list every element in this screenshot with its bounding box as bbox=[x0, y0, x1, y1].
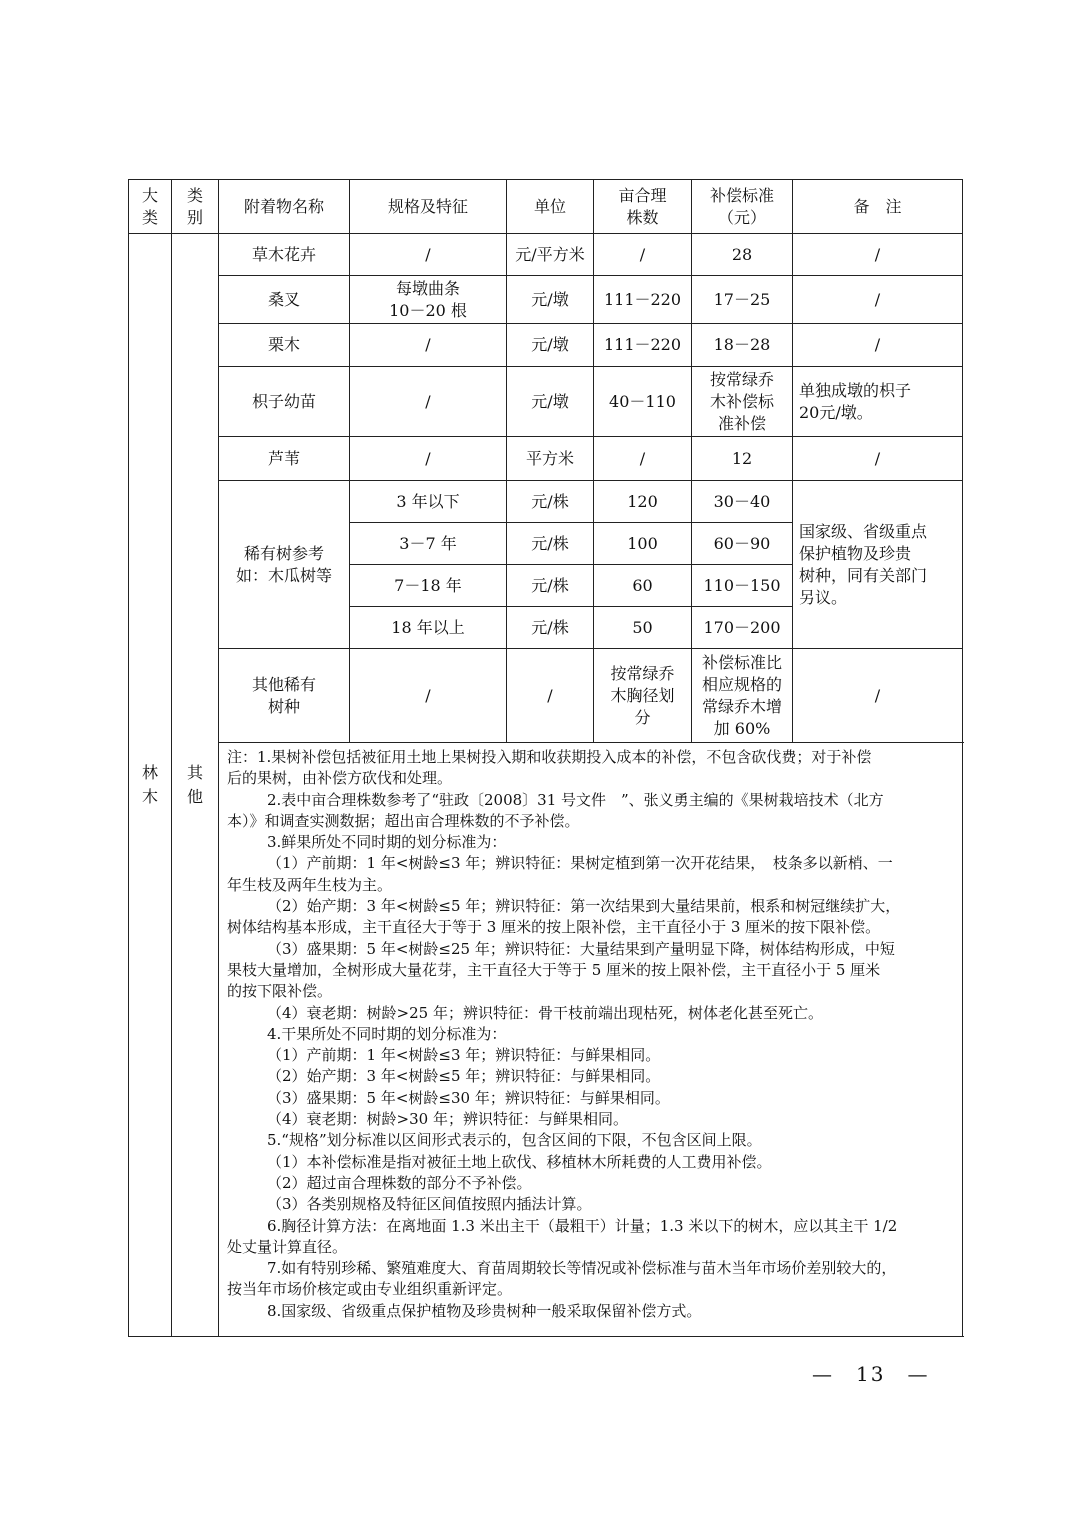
note-line: （4）衰老期：树龄>25 年；辨识特征：骨干枝前端出现枯死，树体老化甚至死亡。 bbox=[267, 1003, 823, 1022]
remark-cell-line: 20元/墩。 bbox=[799, 402, 873, 422]
table-body bbox=[129, 180, 963, 1337]
note-line: （3）盛果期：5 年<树龄≤30 年；辨识特征：与鲜果相同。 bbox=[267, 1088, 670, 1107]
density-cell-line: / bbox=[639, 244, 646, 264]
other-rare-density-cell-line: 分 bbox=[634, 707, 651, 727]
rare-spec-cell: 3－7 年 bbox=[350, 523, 507, 565]
header-remark: 备 注 bbox=[793, 180, 963, 234]
remark-cell bbox=[793, 324, 963, 367]
spec-cell-line: / bbox=[425, 448, 431, 468]
rare-spec-cell: 7－18 年 bbox=[350, 565, 507, 607]
compensation-table bbox=[128, 179, 963, 1337]
note-line: （1）本补偿标准是指对被征土地上砍伐、移植林木所耗费的人工费用补偿。 bbox=[267, 1152, 772, 1171]
unit-cell: 元/墩 bbox=[507, 276, 594, 324]
header-category2-line: 别 bbox=[186, 207, 203, 227]
category1-cell-line: 林 bbox=[141, 763, 158, 782]
unit-cell: 元/墩 bbox=[507, 367, 594, 437]
page-number: — 13 — bbox=[812, 1362, 930, 1386]
spec-cell-line: / bbox=[425, 335, 431, 354]
note-line: 7.如有特别珍稀、繁殖难度大、育苗周期较长等情况或补偿标准与苗木当年市场价差别较大的， bbox=[267, 1259, 897, 1278]
other-rare-name-cell-line: 树种 bbox=[267, 696, 300, 716]
category2-cell-line: 他 bbox=[186, 787, 203, 806]
remark-cell-line: / bbox=[874, 289, 881, 309]
note-line: （2）始产期：3 年<树龄≤5 年；辨识特征：与鲜果相同。 bbox=[267, 1067, 661, 1086]
standard-cell bbox=[692, 367, 793, 437]
spec-cell-line: / bbox=[425, 244, 431, 264]
remark-cell-line: / bbox=[874, 244, 881, 264]
name-cell bbox=[219, 324, 350, 367]
rare-standard-cell: 60－90 bbox=[692, 523, 793, 565]
header-category2 bbox=[172, 180, 219, 234]
header-spec: 规格及特征 bbox=[350, 180, 507, 234]
unit-cell: 元/平方米 bbox=[507, 234, 594, 276]
standard-cell-line: 按常绿乔 bbox=[709, 369, 774, 389]
name-cell bbox=[219, 367, 350, 437]
standard-cell-line: 木补偿标 bbox=[709, 391, 774, 411]
other-rare-name-cell-line: 其他稀有 bbox=[251, 674, 316, 694]
rare-standard-cell: 170－200 bbox=[692, 607, 793, 649]
note-line: 处丈量计算直径。 bbox=[227, 1237, 348, 1256]
note-line: （1）产前期：1 年<树龄≤3 年；辨识特征：果树定植到第一次开花结果， 枝条多以新梢、一 bbox=[267, 854, 893, 873]
other-rare-standard-cell-line: 加 60% bbox=[713, 718, 771, 738]
rare-remark-cell-line: 保护植物及珍贵 bbox=[799, 543, 912, 563]
table-row bbox=[129, 276, 963, 324]
other-rare-standard-cell bbox=[692, 649, 793, 743]
note-line: （3）各类别规格及特征区间值按照内插法计算。 bbox=[267, 1195, 592, 1214]
notes-cell bbox=[219, 743, 963, 1337]
remark-cell bbox=[793, 367, 963, 437]
remark-cell bbox=[793, 437, 963, 481]
spec-cell bbox=[350, 276, 507, 324]
name-cell-line: 桑叉 bbox=[267, 289, 300, 309]
spec-cell-line: 10－20 根 bbox=[389, 300, 467, 320]
header-density-line: 株数 bbox=[626, 207, 659, 227]
name-cell bbox=[219, 234, 350, 276]
header-standard bbox=[692, 180, 793, 234]
note-line: （2）始产期：3 年<树龄≤5 年；辨识特征：第一次结果到大量结果前，根系和树冠继续扩大， bbox=[267, 897, 901, 916]
header-unit: 单位 bbox=[507, 180, 594, 234]
rare-remark-cell-line: 树种，同有关部门 bbox=[799, 565, 928, 585]
header-density-line: 亩合理 bbox=[618, 185, 667, 205]
note-line: 本）》和调查实测数据；超出亩合理株数的不予补偿。 bbox=[227, 811, 580, 830]
note-line: 的按下限补偿。 bbox=[227, 982, 333, 1001]
note-line: 5.“规格”划分标准以区间形式表示的，包含区间的下限，不包含区间上限。 bbox=[267, 1131, 762, 1150]
spec-cell bbox=[350, 437, 507, 481]
category2-cell bbox=[172, 234, 219, 1337]
standard-cell-line: 18－28 bbox=[713, 335, 771, 354]
other-rare-standard-cell-line: 补偿标准比 bbox=[701, 652, 782, 672]
remark-cell bbox=[793, 276, 963, 324]
standard-cell bbox=[692, 234, 793, 276]
rare-unit-cell: 元/株 bbox=[507, 565, 594, 607]
spec-cell bbox=[350, 367, 507, 437]
spec-cell bbox=[350, 324, 507, 367]
rare-remark-cell-line: 另议。 bbox=[799, 587, 848, 607]
rare-name-cell-line: 如：木瓜树等 bbox=[235, 565, 332, 585]
other-rare-row bbox=[129, 649, 963, 743]
name-cell-line: 草木花卉 bbox=[251, 244, 316, 264]
note-line: 树体结构基本形成，主干直径大于等于 3 厘米的按上限补偿，主干直径小于 3 厘米的按下限补偿。 bbox=[227, 918, 881, 937]
rare-unit-cell: 元/株 bbox=[507, 607, 594, 649]
rare-row bbox=[129, 481, 963, 523]
note-line: 注：1.果树补偿包括被征用土地上果树投入期和收获期投入成本的补偿，不包含砍伐费；对于补偿 bbox=[227, 748, 872, 766]
standard-cell-line: 12 bbox=[731, 448, 753, 468]
category1-cell-line: 木 bbox=[141, 787, 158, 806]
name-cell-line: 芦苇 bbox=[267, 448, 300, 468]
table-row bbox=[129, 234, 963, 276]
density-cell bbox=[594, 437, 692, 481]
category1-cell bbox=[129, 234, 172, 1337]
category2-cell-line: 其 bbox=[186, 763, 203, 782]
spec-cell-line: / bbox=[425, 391, 431, 411]
standard-cell bbox=[692, 437, 793, 481]
remark-cell-line: 单独成墩的枳子 bbox=[799, 380, 912, 400]
note-line: 果枝大量增加，全树形成大量花芽，主干直径大于等于 5 厘米的按上限补偿，主干直径小于 5 厘米 bbox=[227, 960, 881, 979]
rare-standard-cell: 110－150 bbox=[692, 565, 793, 607]
rare-spec-cell: 18 年以上 bbox=[350, 607, 507, 649]
notes-row bbox=[129, 743, 963, 1337]
header-standard-line: （元） bbox=[717, 207, 766, 227]
other-rare-name-cell bbox=[219, 649, 350, 743]
table-row bbox=[129, 437, 963, 481]
density-cell bbox=[594, 234, 692, 276]
header-standard-line: 补偿标准 bbox=[709, 185, 774, 205]
rare-unit-cell: 元/株 bbox=[507, 523, 594, 565]
header-category1 bbox=[129, 180, 172, 234]
header-row bbox=[129, 180, 963, 234]
standard-cell-line: 28 bbox=[731, 244, 753, 264]
header-category1-line: 大 bbox=[141, 185, 158, 205]
note-line: （3）盛果期：5 年<树龄≤25 年；辨识特征：大量结果到产量明显下降，树体结构形成，中短 bbox=[267, 939, 895, 958]
rare-standard-cell: 30－40 bbox=[692, 481, 793, 523]
note-line: 4.干果所处不同时期的划分标准为： bbox=[267, 1024, 507, 1043]
other-rare-density-cell-line: 按常绿乔 bbox=[610, 663, 675, 683]
density-cell bbox=[594, 367, 692, 437]
standard-cell bbox=[692, 276, 793, 324]
note-line: 按当年市场价核定或由专业组织重新评定。 bbox=[227, 1280, 513, 1299]
rare-density-cell: 100 bbox=[594, 523, 692, 565]
name-cell-line: 栗木 bbox=[267, 335, 300, 354]
standard-cell-line: 准补偿 bbox=[717, 413, 766, 433]
remark-cell-line: / bbox=[874, 448, 881, 468]
rare-unit-cell: 元/株 bbox=[507, 481, 594, 523]
other-rare-standard-cell-line: 相应规格的 bbox=[701, 674, 782, 694]
other-rare-standard-cell-line: 常绿乔木增 bbox=[701, 696, 782, 716]
rare-density-cell: 120 bbox=[594, 481, 692, 523]
rare-remark-cell bbox=[793, 481, 963, 649]
other-rare-remark-cell: / bbox=[793, 649, 963, 743]
rare-name-cell-line: 稀有树参考 bbox=[243, 543, 324, 563]
density-cell-line: 111－220 bbox=[603, 289, 682, 309]
other-rare-spec-cell: / bbox=[350, 649, 507, 743]
remark-cell-line: / bbox=[874, 335, 881, 354]
header-density bbox=[594, 180, 692, 234]
note-line: 年生枝及两年生枝为主。 bbox=[227, 875, 393, 894]
table-row bbox=[129, 367, 963, 437]
note-line: 3.鲜果所处不同时期的划分标准为： bbox=[267, 833, 507, 852]
rare-name-cell bbox=[219, 481, 350, 649]
note-line: （1）产前期：1 年<树龄≤3 年；辨识特征：与鲜果相同。 bbox=[267, 1046, 661, 1065]
unit-cell: 平方米 bbox=[507, 437, 594, 481]
rare-spec-cell: 3 年以下 bbox=[350, 481, 507, 523]
density-cell bbox=[594, 324, 692, 367]
other-rare-density-cell-line: 木胸径划 bbox=[610, 685, 675, 705]
note-line: 8.国家级、省级重点保护植物及珍贵树种一般采取保留补偿方式。 bbox=[267, 1301, 702, 1320]
name-cell bbox=[219, 276, 350, 324]
table-row bbox=[129, 324, 963, 367]
other-rare-unit-cell: / bbox=[507, 649, 594, 743]
note-line: 2.表中亩合理株数参考了“驻政〔2008〕31 号文件 ”、张义勇主编的《果树栽培技术（北方 bbox=[267, 790, 884, 809]
rare-remark-cell-line: 国家级、省级重点 bbox=[799, 521, 928, 541]
density-cell-line: / bbox=[639, 448, 646, 468]
note-line: 后的果树，由补偿方砍伐和处理。 bbox=[227, 769, 453, 788]
remark-cell bbox=[793, 234, 963, 276]
density-cell-line: 111－220 bbox=[603, 335, 682, 354]
spec-cell bbox=[350, 234, 507, 276]
note-line: 6.胸径计算方法：在离地面 1.3 米出主干（最粗干）计量；1.3 米以下的树木，应以其主干 1/2 bbox=[267, 1216, 898, 1235]
name-cell-line: 枳子幼苗 bbox=[251, 391, 316, 411]
density-cell-line: 40－110 bbox=[609, 391, 676, 411]
spec-cell-line: 每墩曲条 bbox=[395, 278, 460, 298]
name-cell bbox=[219, 437, 350, 481]
rare-density-cell: 60 bbox=[594, 565, 692, 607]
other-rare-density-cell bbox=[594, 649, 692, 743]
density-cell bbox=[594, 276, 692, 324]
header-name: 附着物名称 bbox=[219, 180, 350, 234]
note-line: （2）超过亩合理株数的部分不予补偿。 bbox=[267, 1173, 532, 1192]
header-category1-line: 类 bbox=[141, 207, 158, 227]
standard-cell-line: 17－25 bbox=[713, 289, 771, 309]
unit-cell: 元/墩 bbox=[507, 324, 594, 367]
standard-cell bbox=[692, 324, 793, 367]
header-category2-line: 类 bbox=[186, 185, 203, 205]
rare-density-cell: 50 bbox=[594, 607, 692, 649]
note-line: （4）衰老期：树龄>30 年；辨识特征：与鲜果相同。 bbox=[267, 1110, 628, 1129]
